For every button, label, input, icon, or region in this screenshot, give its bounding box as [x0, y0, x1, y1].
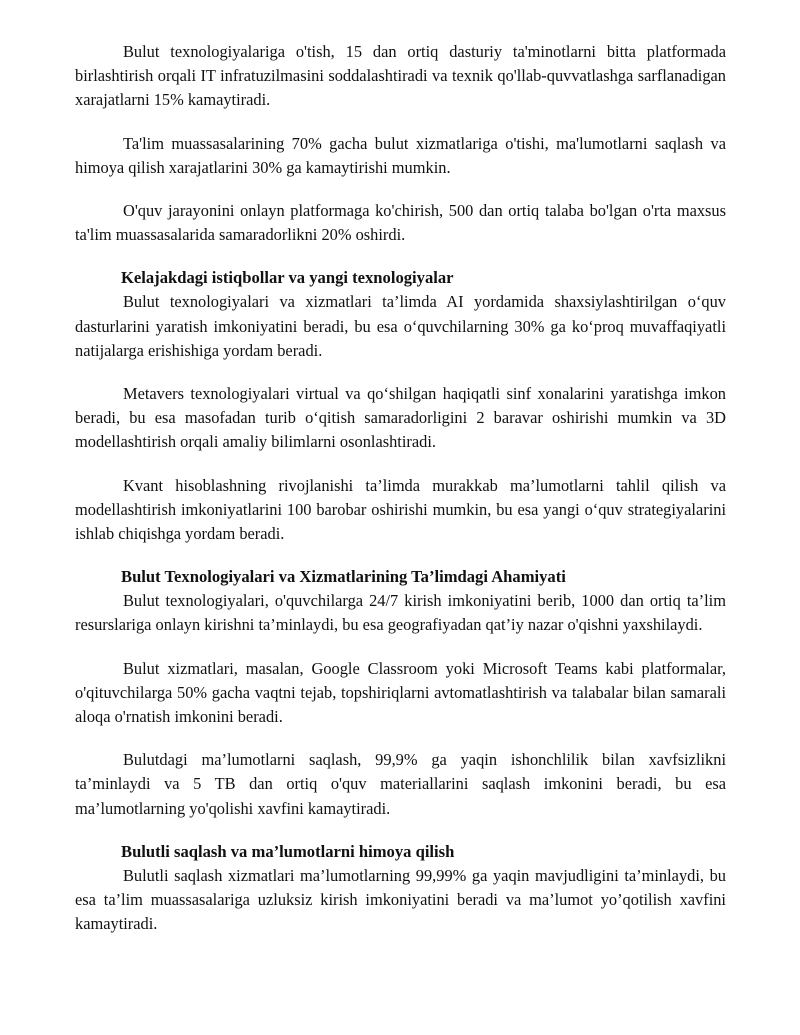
paragraph-metaverse: Metavers texnologiyalari virtual va qo‘shilgan haqiqatli sinf xonalarini yaratishga imkon beradi, bu esa masofadan turib o‘qitish samaradorligini 2 baravar oshirishi mumkin va 3D modellashtirish orqali amaliy bilimlarni osonlashtiradi.	[75, 384, 726, 452]
paragraph-cloud-migration: Bulut texnologiyalariga o'tish, 15 dan ortiq dasturiy ta'minotlarni bitta platformada birlashtirish orqali IT infratuzilmasini soddalashtiradi va texnik qo'llab-quvvatlashga sarflanadigan xarajatlarni 15% kamaytiradi.	[75, 42, 726, 110]
heading-cloud-storage-protection: Bulutli saqlash va ma’lumotlarni himoya qilish	[121, 841, 455, 861]
paragraph-cloud-services: Bulut xizmatlari, masalan, Google Classroom yoki Microsoft Teams kabi platformalar, o'qituvchilarga 50% gacha vaqtni tejab, topshiriqlarni avtomatlashtirish va talabalar bilan samarali aloqa o'rnatish imkonini beradi.	[75, 658, 726, 727]
paragraph-quantum-computing: Kvant hisoblashning rivojlanishi ta’limda murakkab ma’lumotlarni tahlil qilish va modellashtirish imkoniyatlarini 100 barobar oshirishi mumkin, bu esa yangi o‘quv strategiyalarini ishlab chiqishga yordam beradi.	[75, 475, 726, 544]
paragraph-online-platform: O'quv jarayonini onlayn platformaga ko'chirish, 500 dan ortiq talaba bo'lgan o'rta maxsus ta'lim muassasalarida samaradorlikni 20% oshirdi.	[75, 201, 726, 245]
paragraph-ai-personalization: Bulut texnologiyalari va xizmatlari ta’limda AI yordamida shaxsiylashtirilgan o‘quv dasturlarini yaratish imkoniyatini beradi, bu esa o‘quvchilarning 30% ga ko‘proq muvaffaqiyatli natijalarga erishishiga yordam beradi.	[75, 292, 726, 360]
heading-cloud-importance: Bulut Texnologiyalari va Xizmatlarining Ta’limdagi Ahamiyati	[121, 567, 566, 587]
paragraph-education-institutions: Ta'lim muassasalarining 70% gacha bulut xizmatlariga o'tishi, ma'lumotlarni saqlash va himoya qilish xarajatlarini 30% ga kamaytirishi mumkin.	[75, 133, 726, 177]
paragraph-24-7-access: Bulut texnologiyalari, o'quvchilarga 24/7 kirish imkoniyatini berib, 1000 dan ortiq ta’lim resurslariga onlayn kirishni ta’minlaydi, bu esa geografiyadan qat’iy nazar o'qishni yaxshilaydi.	[75, 591, 726, 635]
paragraph-cloud-storage-availability: Bulutli saqlash xizmatlari ma’lumotlarning 99,99% ga yaqin mavjudligini ta’minlaydi, bu esa ta’lim muassasalariga uzluksiz kirish imkoniyatini beradi va ma’lumot yo’qotilish xavfini kamaytiradi.	[75, 865, 726, 934]
document-page	[75, 40, 726, 936]
heading-future-prospects: Kelajakdagi istiqbollar va yangi texnologiyalar	[121, 268, 454, 288]
paragraph-data-storage: Bulutdagi ma’lumotlarni saqlash, 99,9% ga yaqin ishonchlilik bilan xavfsizlikni ta’minlaydi va 5 TB dan ortiq o'quv materiallarini saqlash imkonini beradi, bu esa ma’lumotlarning yo'qolishi xavfini kamaytiradi.	[75, 750, 726, 818]
